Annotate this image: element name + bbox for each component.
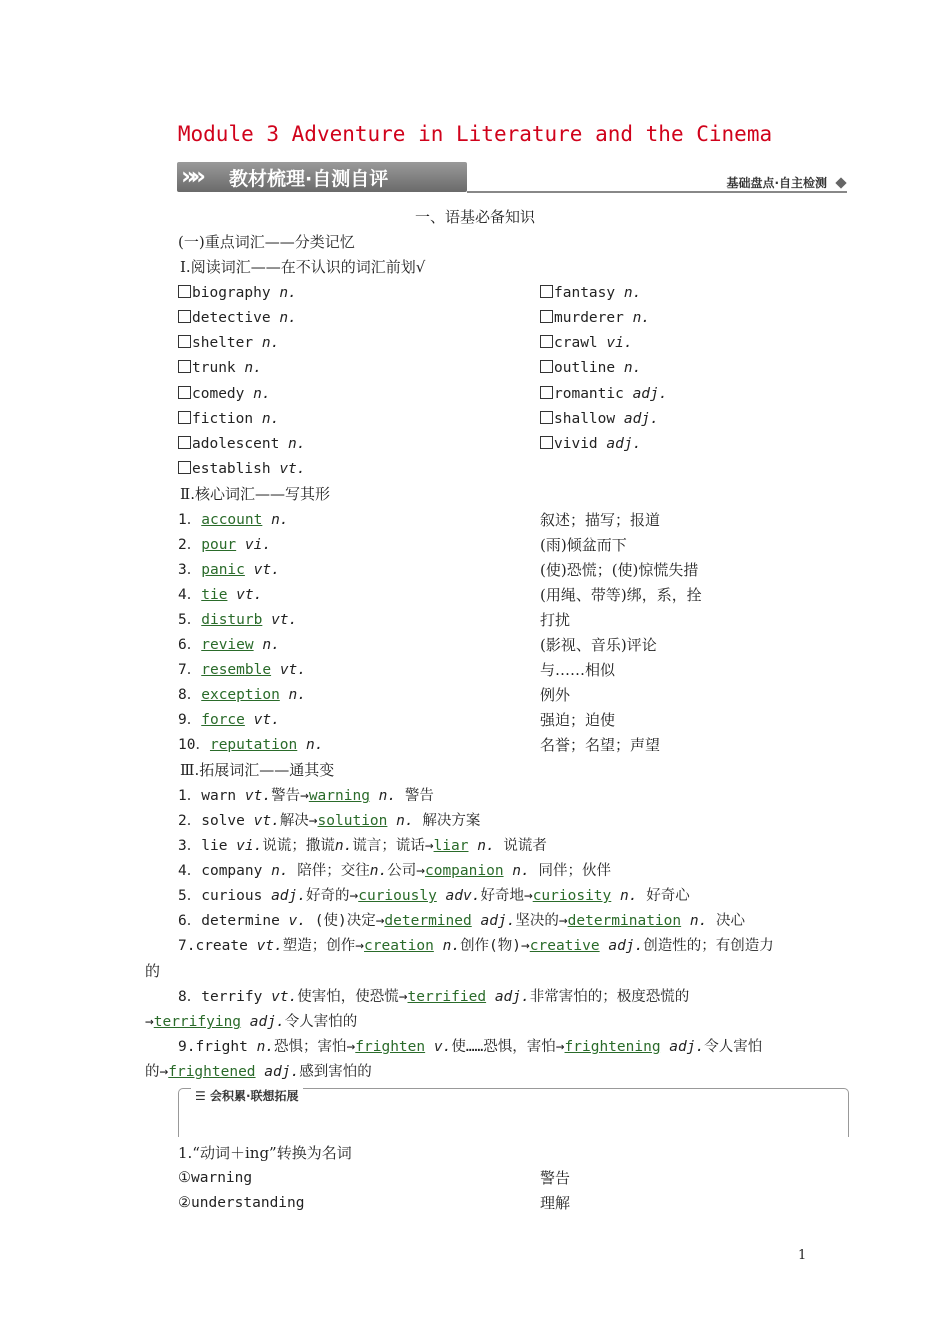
text: 1．warn [178,788,245,804]
text: 解决→ [279,813,318,829]
derivation-line [178,936,774,956]
part3-heading: Ⅲ.拓展词汇——通其变 [180,761,335,779]
answer-word: companion [424,863,504,879]
pos: n. [477,838,495,854]
text: 创作(物)→ [460,938,530,954]
checkbox-icon[interactable] [178,285,191,298]
vocab-item[interactable] [540,358,641,378]
pos: n. [334,838,353,854]
section-heading: 一、语基必备知识 [414,208,535,226]
text: 感到害怕的 [299,1064,372,1080]
pos: n. [244,360,262,376]
pos: n. [271,512,289,528]
checkbox-icon[interactable] [540,411,553,424]
answer-word: frightening [564,1039,661,1055]
checkbox-icon[interactable] [540,310,553,323]
arrow-icon: → [145,1014,154,1030]
text: 6．determine [178,913,289,929]
answer-word: warning [308,788,370,804]
chevron-icon: »» [181,162,201,190]
pos: vt. [271,989,298,1005]
core-item [178,560,280,580]
banner-left-text: 教材梳理·自测自评 [229,168,389,190]
vocab-item[interactable] [178,434,306,454]
sub-heading-vocab: (一)重点词汇——分类记忆 [178,233,355,251]
answer-word: tie [201,587,228,603]
pos: v. [433,1039,452,1055]
answer-word: curiosity [532,888,612,904]
core-item [178,660,306,680]
core-item [178,535,271,555]
text [486,989,495,1005]
pos: n. [256,1039,275,1055]
pos: adj. [623,411,659,427]
vocab-word: biography [192,285,271,301]
text: 同伴；伙伴 [529,863,611,879]
text: 8．terrify [178,989,272,1005]
item-number: 4． [178,587,202,603]
answer-word: exception [201,687,280,703]
answer-word: terrified [407,989,487,1005]
pos: n. [306,737,324,753]
core-meaning: 叙述；描写；报道 [540,511,661,529]
vocab-item[interactable] [540,434,641,454]
item-number: 10． [178,737,210,753]
text: 4．company [178,863,272,879]
item-number: 5． [178,612,202,628]
text: 决心 [707,913,746,929]
derivation-line [178,987,689,1007]
answer-word: curiously [358,888,437,904]
part2-heading: Ⅱ.核心词汇——写其形 [180,485,330,503]
derivation-line [178,1037,762,1057]
core-meaning: 打扰 [540,611,571,629]
pos: adj. [494,989,530,1005]
answer-word: determined [384,913,472,929]
page-title: Module 3 Adventure in Literature and the Cinema [177,122,773,146]
accumulation-box [178,1088,849,1137]
item-number: 2． [178,537,202,553]
answer-word: terrifying [153,1014,242,1030]
pos: n. [623,360,642,376]
core-meaning: 与……相似 [540,661,616,679]
text [468,838,477,854]
checkbox-icon[interactable] [178,386,191,399]
text: 创造性的；有创造力 [643,938,774,954]
text: 好奇地→ [480,888,533,904]
vocab-word: shelter [192,335,254,351]
item-number: 8． [178,687,202,703]
banner-right-text: 基础盘点·自主检测 [726,176,827,190]
pos: adj. [271,888,306,904]
text: 令人害怕 [704,1039,763,1055]
text: 3．lie [178,838,237,854]
core-item [178,735,323,755]
pos: vt. [236,587,263,603]
pos: vt. [244,788,272,804]
text [434,938,443,954]
pos: n. [378,788,397,804]
text: 解决方案 [413,813,481,829]
pos: adj. [669,1039,705,1055]
text: 非常害怕的；极度恐慌的 [529,989,690,1005]
vocab-word: fantasy [554,285,616,301]
core-item [178,585,262,605]
diamond-icon [835,177,846,188]
vocab-word: crawl [554,335,598,351]
section-banner [177,160,847,194]
text: 的→ [145,1064,169,1080]
pos: adj. [608,938,644,954]
vocab-word: shallow [554,411,616,427]
pos: vt. [279,662,307,678]
pos: n. [623,285,642,301]
vocab-item[interactable] [178,333,279,353]
accum-meaning: 理解 [540,1194,571,1212]
item-number: 7． [178,662,202,678]
vocab-item[interactable] [540,283,641,303]
book-icon: ☰ [195,1089,206,1103]
pos: n. [632,310,651,326]
derivation-line [178,911,745,931]
pos: adv. [445,888,481,904]
pos: vt. [256,938,283,954]
pos: n. [279,285,297,301]
text: 警告 [396,788,434,804]
core-item [178,685,306,705]
pos: n. [369,863,388,879]
vocab-word: adolescent [192,436,280,452]
pos: n. [620,888,638,904]
checkbox-icon[interactable] [540,335,553,348]
accum-word: ①warning [178,1170,253,1186]
answer-word: solution [317,813,388,829]
pos: n. [261,411,280,427]
pos: adj. [632,386,668,402]
answer-word: reputation [209,737,298,753]
pos: vt. [253,712,280,728]
checkbox-icon[interactable] [178,411,191,424]
text [661,1039,670,1055]
core-meaning: 强迫；迫使 [540,711,616,729]
answer-word: liar [433,838,469,854]
answer-word: pour [201,537,237,553]
pos: vt. [271,612,298,628]
pos: n. [262,637,280,653]
core-meaning: (使)恐慌；(使)惊慌失措 [540,561,699,579]
checkbox-icon[interactable] [540,436,553,449]
core-item [178,510,289,530]
text: 好奇的→ [306,888,359,904]
pos: n. [396,813,414,829]
pos: n. [253,386,271,402]
pos: vi. [244,537,272,553]
vocab-item[interactable] [178,283,297,303]
item-number: 3． [178,562,202,578]
vocab-item[interactable] [178,384,271,404]
checkbox-icon[interactable] [540,386,553,399]
pos: vi. [606,335,633,351]
derivation-line [178,861,611,881]
pos: vt. [253,813,280,829]
pos: vt. [279,461,306,477]
vocab-item[interactable] [178,409,279,429]
vocab-item[interactable] [178,358,262,378]
vocab-word: vivid [554,436,598,452]
core-meaning: 名誉；名望；声望 [540,736,661,754]
text: 公司→ [387,863,425,879]
core-meaning: (雨)倾盆而下 [540,536,627,554]
checkbox-icon[interactable] [178,461,191,474]
pos: vt. [253,562,280,578]
derivation-line [178,836,547,856]
vocab-word: comedy [192,386,245,402]
answer-word: frightened [168,1064,256,1080]
checkbox-icon[interactable] [178,335,191,348]
pos: n. [288,687,307,703]
text [611,888,620,904]
answer-word: review [201,637,254,653]
vocab-item[interactable] [540,384,668,404]
vocab-word: establish [192,461,271,477]
pos: v. [288,913,306,929]
core-meaning: (用绳、带等)绑，系，拴 [540,586,702,604]
pos: n. [442,938,461,954]
core-meaning: (影视、音乐)评论 [540,636,657,654]
vocab-item[interactable] [178,308,297,328]
part1-heading: Ⅰ.阅读词汇——在不认识的词汇前划√ [180,258,426,276]
pos: n. [512,863,530,879]
core-item [178,610,297,630]
text: 令人害怕的 [284,1014,358,1030]
answer-word: determination [567,913,682,929]
pos: n. [288,436,306,452]
vocab-word: romantic [554,386,624,402]
vocab-item[interactable] [540,308,650,328]
pos: n. [689,913,708,929]
text [504,863,513,879]
vocab-word: detective [192,310,271,326]
vocab-word: murderer [554,310,624,326]
pos: adj. [480,913,516,929]
text: 使害怕，使恐慌→ [297,989,408,1005]
text [425,1039,434,1055]
banner-line [467,191,847,193]
derivation-line [145,1062,372,1082]
answer-word: frighten [355,1039,426,1055]
text: 陪伴；交往 [288,863,370,879]
text: 警告→ [271,788,309,804]
text: 5．curious [178,888,272,904]
text: 说谎者 [494,838,547,854]
vocab-item[interactable] [540,333,633,353]
pos: n. [261,335,280,351]
checkbox-icon[interactable] [178,310,191,323]
text: 使……恐惧，害怕→ [451,1039,565,1055]
page-number: 1 [798,1248,807,1263]
checkbox-icon[interactable] [178,436,191,449]
answer-word: creative [529,938,600,954]
text: 塑造；创作→ [282,938,365,954]
derivation-line [178,811,480,831]
text: 恐惧；害怕→ [274,1039,356,1055]
text: 9.fright [178,1039,257,1055]
answer-word: panic [201,562,245,578]
pos: adj. [606,436,642,452]
checkbox-icon[interactable] [178,360,191,373]
text: 坚决的→ [515,913,568,929]
answer-word: disturb [201,612,263,628]
vocab-word: trunk [192,360,236,376]
text [681,913,690,929]
text [370,788,379,804]
answer-word: force [201,712,245,728]
pos: adj. [264,1064,300,1080]
accum-title: 1.“动词＋ing”转换为名词 [178,1144,352,1162]
vocab-word: outline [554,360,616,376]
item-number: 1． [178,512,202,528]
accum-word: ②understanding [178,1195,305,1211]
answer-word: account [201,512,263,528]
pos: vi. [236,838,263,854]
pos: n. [271,863,289,879]
derivation-line [178,886,690,906]
pos: adj. [249,1014,285,1030]
text [437,888,446,904]
text [387,813,396,829]
core-item [178,710,280,730]
vocab-item[interactable] [178,459,306,479]
core-item [178,635,280,655]
text: 谎言；谎话→ [352,838,434,854]
accumulation-heading-text: 会积累·联想拓展 [209,1089,299,1103]
derivation-line [178,786,434,806]
vocab-item[interactable] [540,409,659,429]
checkbox-icon[interactable] [540,285,553,298]
core-meaning: 例外 [540,686,571,704]
text: 说谎；撒谎 [262,838,335,854]
accumulation-heading [191,1087,303,1104]
derivation-line [145,1012,357,1032]
text: (使)决定→ [306,913,385,929]
item-number: 6． [178,637,202,653]
checkbox-icon[interactable] [540,360,553,373]
answer-word: resemble [201,662,272,678]
accum-meaning: 警告 [540,1169,571,1187]
vocab-word: fiction [192,411,254,427]
answer-word: creation [364,938,434,954]
pos: n. [279,310,297,326]
text: 7.create [178,938,257,954]
line-continuation: 的 [145,962,161,980]
text: 好奇心 [637,888,690,904]
item-number: 9． [178,712,202,728]
text: 2．solve [178,813,254,829]
